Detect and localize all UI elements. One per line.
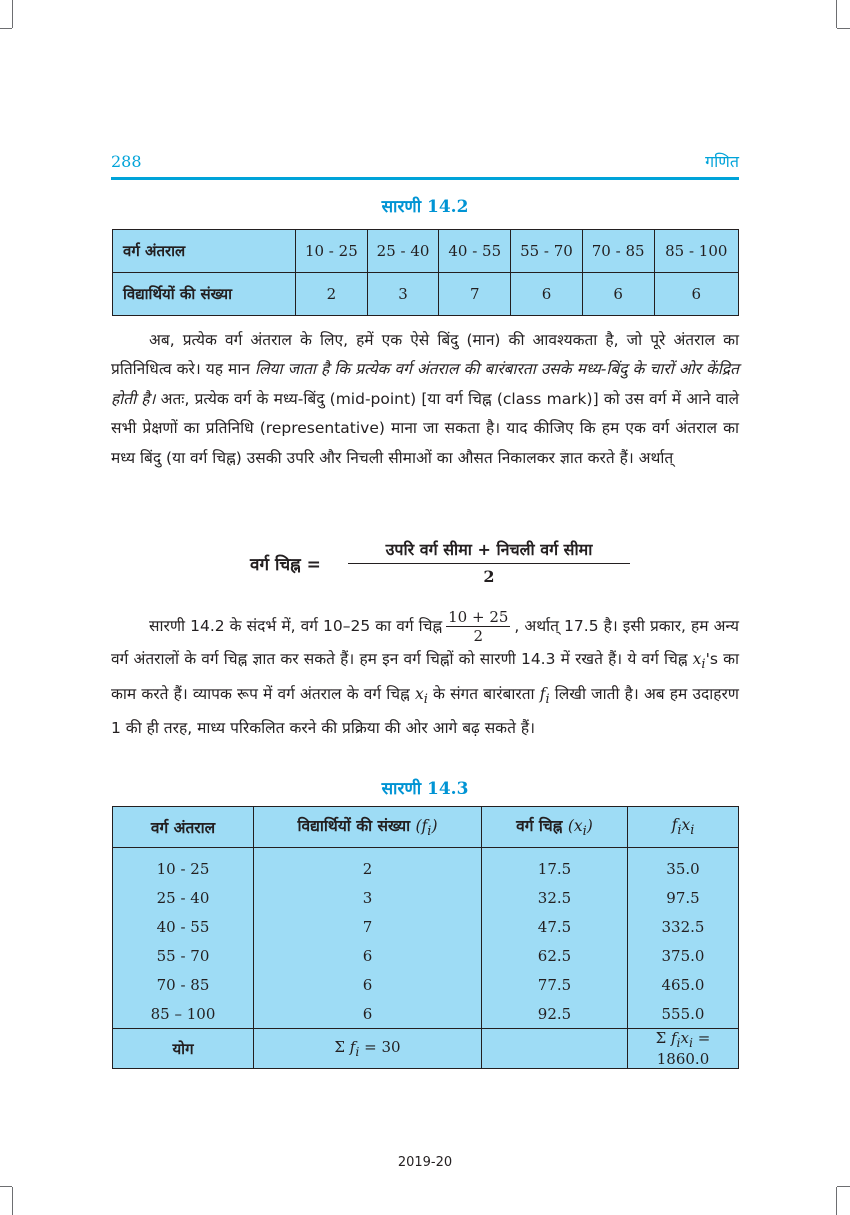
count-cell: 2 bbox=[296, 273, 368, 316]
table-row bbox=[113, 999, 739, 1029]
para2-text-d: के संगत बारंबारता bbox=[427, 684, 540, 703]
table-row bbox=[113, 273, 739, 316]
col-header-fixi: $f_ix_i$ bbox=[628, 807, 739, 848]
col-header-class-mark: वर्ग चिह्न $(x_i)$ bbox=[482, 807, 628, 848]
cell-xi: 17.5 bbox=[482, 848, 628, 884]
inline-fraction-denominator: 2 bbox=[473, 627, 484, 645]
cell-fixi: 465.0 bbox=[628, 970, 739, 999]
para1-italic: लिया जाता है कि प्रत्येक वर्ग अंतराल की बारंबारता उसके मध्य-बिंदु के चारों ओर केंद्रित होती है। bbox=[111, 360, 739, 408]
cell-interval: 85 – 100 bbox=[113, 999, 254, 1029]
table-header-row bbox=[113, 807, 739, 848]
total-fixi: Σ $f_ix_i = 1860.0$ bbox=[628, 1029, 739, 1069]
paragraph-2: सारणी 14.2 के संदर्भ में, वर्ग 10–25 का वर्ग चिह्न $\frac{10 + 25}{2}$ , अर्थात् 17.5 है। इसी प्रकार, हम अन्य वर्ग अंतरालों के वर्ग चिह्न ज्ञात कर सकते हैं। हम इन वर्ग चिह्नों को सारणी 14.3 में रखते हैं। ये वर्ग चिह्न $x_i's$ का काम करते हैं। व्यापक रूप में वर्ग अंतराल के वर्ग चिह्न $x_i$ के संगत बारंबारता $f_i$ लिखी जाती है। अब हम उदाहरण 1 की ही तरह, माध्य परिकलित करने की प्रक्रिया की ओर आगे बढ़ सकते हैं। bbox=[111, 608, 739, 737]
table-row bbox=[113, 941, 739, 970]
count-cell: 6 bbox=[582, 273, 654, 316]
count-cell: 3 bbox=[367, 273, 439, 316]
count-cell: 7 bbox=[439, 273, 511, 316]
cell-xi: 32.5 bbox=[482, 883, 628, 912]
cell-fi: 6 bbox=[254, 941, 482, 970]
table-row bbox=[113, 848, 739, 884]
formula-denominator: 2 bbox=[483, 567, 495, 586]
col-header-interval: वर्ग अंतराल bbox=[113, 807, 254, 848]
cell-interval: 40 - 55 bbox=[113, 912, 254, 941]
interval-cell: 85 - 100 bbox=[654, 230, 738, 273]
table-row bbox=[113, 970, 739, 999]
cell-fixi: 35.0 bbox=[628, 848, 739, 884]
page-footer: 2019-20 bbox=[397, 1155, 453, 1170]
inline-fraction-numerator: 10 + 25 bbox=[448, 608, 509, 626]
total-fi: Σ $f_i = 30$ bbox=[254, 1029, 482, 1069]
crop-mark bbox=[836, 0, 837, 28]
interval-cell: 55 - 70 bbox=[511, 230, 583, 273]
subject-title: गणित bbox=[705, 152, 739, 171]
cell-fi: 6 bbox=[254, 999, 482, 1029]
formula-lhs: वर्ग चिह्न = bbox=[250, 555, 321, 575]
table1-caption: सारणी 14.2 bbox=[381, 197, 469, 217]
para2-text-e: लिखी जाती है। अब हम उदाहरण 1 की ही तरह, माध्य परिकलित करने की प्रक्रिया की ओर आगे बढ़ सकते हैं। bbox=[111, 684, 739, 737]
cell-fi: 2 bbox=[254, 848, 482, 884]
cell-xi: 92.5 bbox=[482, 999, 628, 1029]
table2-caption: सारणी 14.3 bbox=[381, 779, 469, 799]
para1-text-a: अब, प्रत्येक वर्ग अंतराल के लिए, हमें एक ऐसे बिंदु (मान) की आवश्यकता है, जो bbox=[149, 331, 643, 349]
cell-fi: 7 bbox=[254, 912, 482, 941]
crop-mark bbox=[837, 28, 850, 29]
cell-xi: 77.5 bbox=[482, 970, 628, 999]
row-label-interval: वर्ग अंतराल bbox=[113, 230, 296, 273]
cell-fixi: 97.5 bbox=[628, 883, 739, 912]
crop-mark bbox=[837, 1186, 850, 1187]
cell-fixi: 375.0 bbox=[628, 941, 739, 970]
total-empty bbox=[482, 1029, 628, 1069]
count-cell: 6 bbox=[654, 273, 738, 316]
cell-fi: 6 bbox=[254, 970, 482, 999]
interval-cell: 40 - 55 bbox=[439, 230, 511, 273]
interval-cell: 70 - 85 bbox=[582, 230, 654, 273]
table-row bbox=[113, 883, 739, 912]
para1-text-c: अतः, प्रत्येक वर्ग के मध्य-बिंदु (mid-point) [या वर्ग चिह्न (class mark)] को उस वर्ग में आने वाले सभी प्रेक्षणों का प्रतिनिधि (representative) माना जा सकता है। याद कीजिए कि हम एक वर्ग अंतराल का मध्य बिंदु (या वर्ग चिह्न) उसकी उपरि और निचली सीमाओं का औसत निकालकर ज्ञात करते हैं। अर्थात् bbox=[111, 389, 739, 467]
interval-cell: 10 - 25 bbox=[296, 230, 368, 273]
crop-mark bbox=[12, 0, 13, 28]
para1-text-b: पूरे अंतराल का प्रतिनिधित्व करे। यह मान bbox=[111, 331, 739, 379]
paragraph-1 bbox=[111, 326, 739, 473]
cell-interval: 70 - 85 bbox=[113, 970, 254, 999]
formula-fraction bbox=[348, 538, 630, 586]
cell-xi: 47.5 bbox=[482, 912, 628, 941]
crop-mark bbox=[12, 1187, 13, 1215]
total-label: योग bbox=[113, 1029, 254, 1069]
cell-interval: 10 - 25 bbox=[113, 848, 254, 884]
table-row bbox=[113, 230, 739, 273]
col-header-students: विद्यार्थियों की संख्या $(f_i)$ bbox=[254, 807, 482, 848]
row-label-students: विद्यार्थियों की संख्या bbox=[113, 273, 296, 316]
cell-interval: 25 - 40 bbox=[113, 883, 254, 912]
header-rule bbox=[111, 177, 739, 180]
para2-text-c: का काम करते हैं। व्यापक रूप में वर्ग अंतराल के वर्ग चिह्न bbox=[111, 650, 739, 703]
para2-text-b: , अर्थात् 17.5 है। इसी प्रकार, हम अन्य वर्ग अंतरालों के वर्ग चिह्न ज्ञात कर सकते हैं। हम इन वर्ग चिह्नों को सारणी 14.3 में रखते हैं। ये वर्ग चिह्न bbox=[111, 617, 739, 668]
crop-mark bbox=[0, 1186, 12, 1187]
table-row bbox=[113, 912, 739, 941]
crop-mark bbox=[836, 1187, 837, 1215]
para2-text-a: सारणी 14.2 के संदर्भ में, वर्ग 10–25 का वर्ग चिह्न bbox=[149, 617, 443, 635]
formula-numerator: उपरि वर्ग सीमा + निचली वर्ग सीमा bbox=[348, 538, 630, 564]
interval-cell: 25 - 40 bbox=[367, 230, 439, 273]
inline-fraction bbox=[446, 608, 510, 645]
table-14-3 bbox=[112, 806, 739, 1069]
cell-fixi: 332.5 bbox=[628, 912, 739, 941]
page-header bbox=[111, 152, 739, 178]
page-number: 288 bbox=[111, 152, 142, 171]
para2-xi-suffix: 's bbox=[705, 650, 718, 668]
crop-mark bbox=[0, 28, 12, 29]
count-cell: 6 bbox=[511, 273, 583, 316]
cell-interval: 55 - 70 bbox=[113, 941, 254, 970]
table-total-row bbox=[113, 1029, 739, 1069]
cell-fixi: 555.0 bbox=[628, 999, 739, 1029]
class-mark-formula bbox=[250, 538, 650, 594]
table-14-2 bbox=[112, 229, 739, 316]
cell-xi: 62.5 bbox=[482, 941, 628, 970]
cell-fi: 3 bbox=[254, 883, 482, 912]
